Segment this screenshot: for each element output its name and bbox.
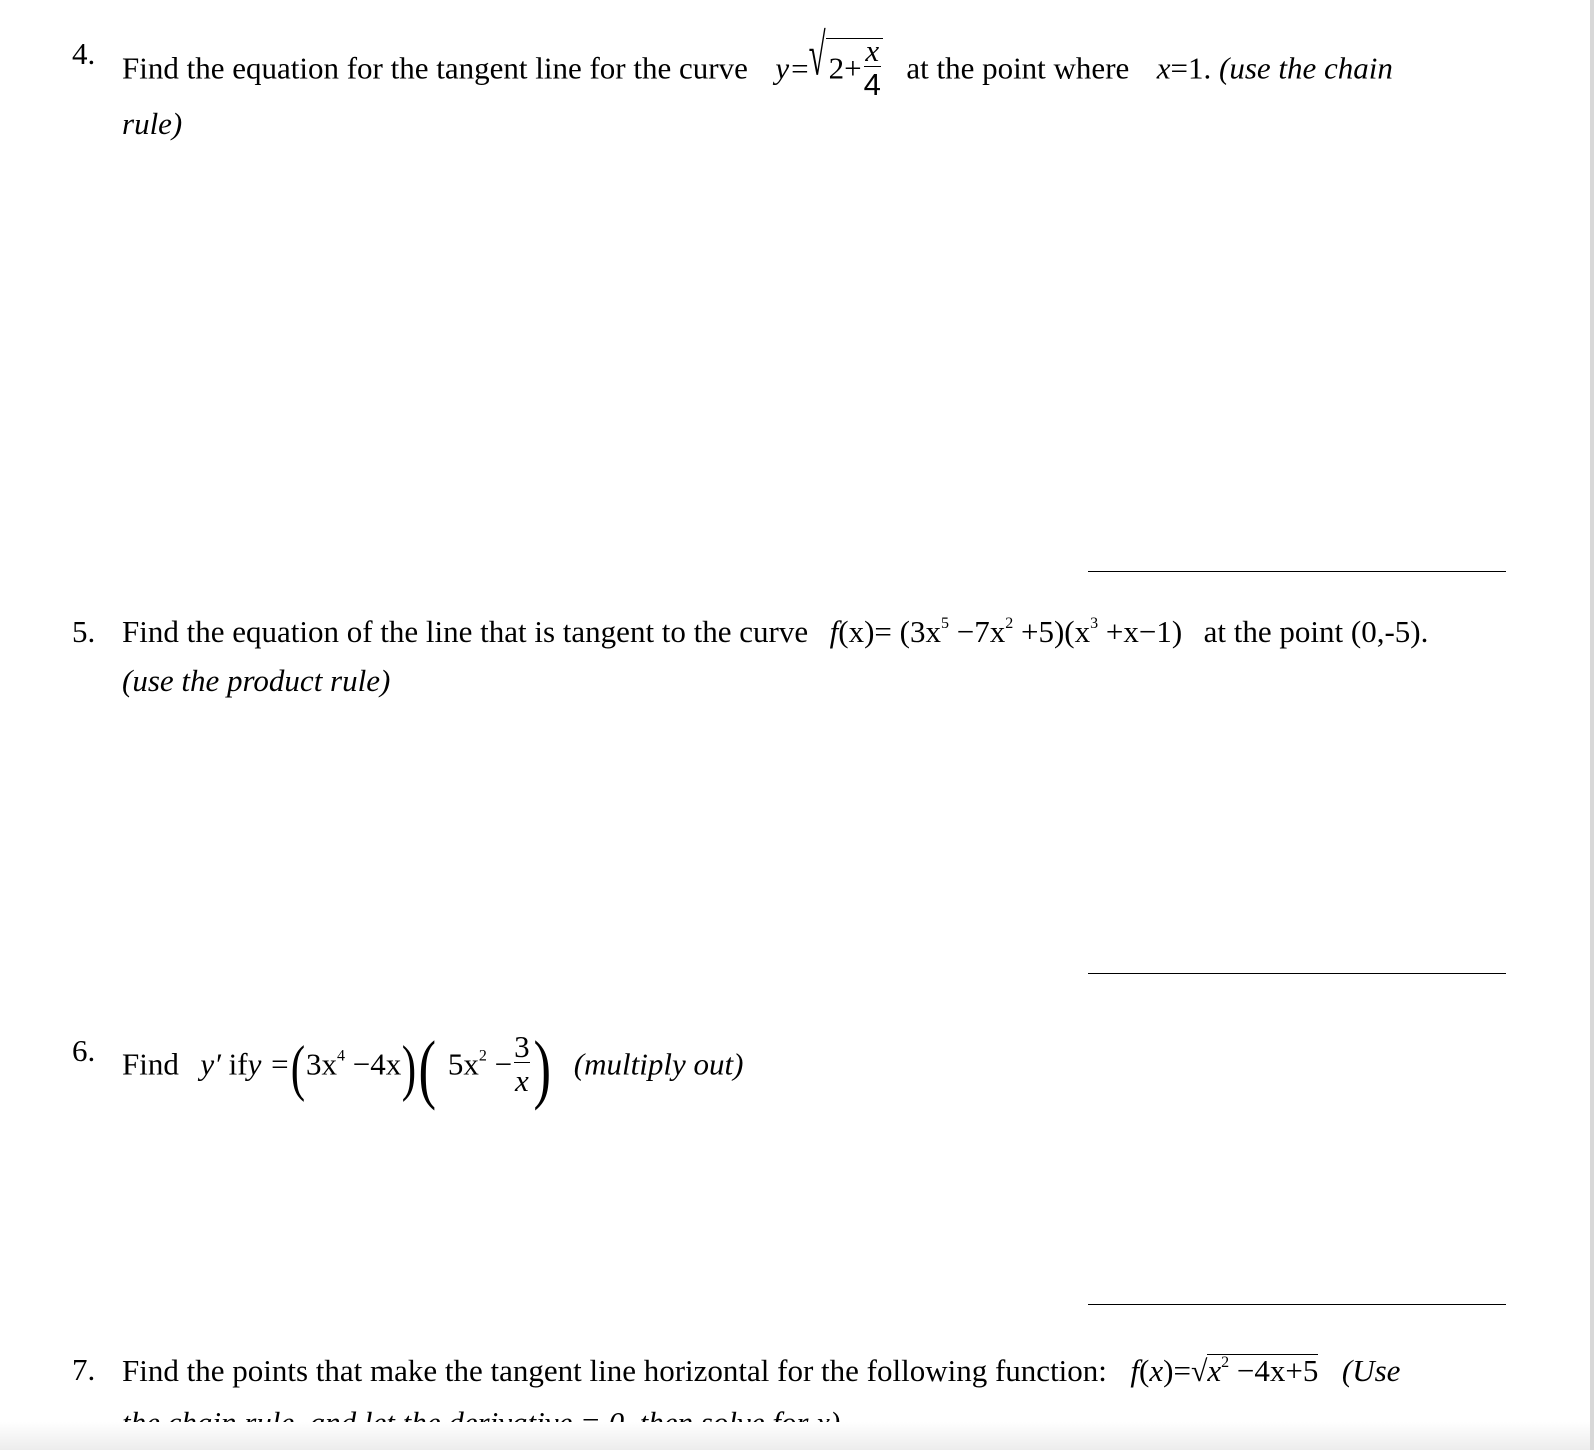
problem-4-text: Find the equation for the tangent line for the curve <box>122 50 748 86</box>
problem-6-fraction <box>514 1031 530 1096</box>
problem-7-rad-a: x <box>1207 1353 1222 1388</box>
problem-4-sqrt: √2+ $\frac{x}{4}$ <box>808 20 881 102</box>
problem-5-exp-1: 5 <box>940 615 949 632</box>
problem-7-func: f <box>1130 1353 1140 1388</box>
problem-7-text: Find the points that make the tangent line horizontal for the following function: <box>122 1353 1107 1388</box>
problem-7-func-arg: x <box>1149 1353 1164 1388</box>
problem-5-number: 5. <box>72 614 96 649</box>
problem-5-formula-3: +5)(x <box>1013 614 1091 649</box>
problem-6-exp-1: 4 <box>337 1047 346 1065</box>
problem-4-sqrt-body: 2+ <box>828 50 862 86</box>
problem-6-statement: Find y′ ify $=(3x^4 -4x)$( $5x^2$ − $\frac{3}{x}$ ) (multiply out) <box>122 1026 744 1112</box>
problem-7-number: 7. <box>72 1352 96 1387</box>
problem-7-rad-b: −4x+5 <box>1229 1353 1319 1388</box>
problem-4-y-var: y <box>775 50 790 86</box>
problem-4-equals: = <box>791 50 809 86</box>
problem-5-hint: (use the product rule) <box>122 663 391 698</box>
problem-4-answer-line <box>1088 571 1506 572</box>
problem-7-hint: (Use <box>1341 1353 1401 1388</box>
problem-6-if: if <box>228 1046 248 1082</box>
problem-6-find: Find <box>122 1046 179 1082</box>
problem-5-text: Find the equation of the line that is tangent to the curve <box>122 614 809 649</box>
problem-4-hint-cont: rule) <box>122 106 183 141</box>
problem-5-exp-3: 3 <box>1090 615 1099 632</box>
problem-4-fraction <box>864 35 881 100</box>
problem-7-exp: 2 <box>1221 1354 1230 1371</box>
problem-5-func-arg: (x) <box>838 614 875 649</box>
problem-6-answer-line <box>1088 1304 1506 1305</box>
problem-6-factor1-a: 3x <box>306 1046 338 1082</box>
problem-6-number: 6. <box>72 1033 96 1068</box>
problem-5-formula-1: = (3x <box>874 614 941 649</box>
problem-5-formula-2: −7x <box>948 614 1006 649</box>
problem-4-number: 4. <box>72 36 96 71</box>
problem-5-answer-line <box>1088 973 1506 974</box>
problem-6-factor1-b: −4x <box>345 1046 402 1082</box>
problem-6-hint: (multiply out) <box>573 1046 744 1082</box>
problem-6-factor2-a: 5x <box>447 1046 479 1082</box>
problem-5-formula-4: +x−1) <box>1098 614 1183 649</box>
page-right-edge <box>1590 0 1594 1450</box>
problem-5-exp-2: 2 <box>1005 615 1014 632</box>
problem-4-hint: (use the chain <box>1219 50 1393 86</box>
problem-5-statement <box>122 616 1428 647</box>
problem-4-text-mid: at the point where <box>906 50 1130 86</box>
problem-7-eq: = <box>1173 1353 1191 1388</box>
problem-4-cond-var: x <box>1156 50 1171 86</box>
problem-6-factor2-b: − <box>486 1046 513 1082</box>
problem-4-statement <box>122 20 1393 104</box>
problem-7-statement: Find the points that make the tangent line horizontal for the following function: $f(x)=√x^2 -4x+5$ (Use <box>122 1353 1401 1388</box>
problem-7-sqrt: $√x^2 -4x+5$ <box>1190 1353 1319 1388</box>
page-bottom-shadow <box>0 1422 1590 1450</box>
problem-6-frac-den: x <box>514 1063 529 1098</box>
problem-4-frac-den: 4 <box>863 67 881 102</box>
problem-6-yprime: y′ <box>200 1046 221 1082</box>
problem-4-frac-num: x <box>865 33 880 68</box>
problem-6-y-eq: y = <box>247 1046 291 1082</box>
problem-4-cond-rest: =1. <box>1170 50 1212 86</box>
problem-6-frac-num: 3 <box>514 1029 530 1064</box>
problem-5-text-after: at the point (0,-5). <box>1203 614 1429 649</box>
problem-6-exp-2: 2 <box>478 1047 487 1065</box>
problem-5-func: f <box>829 614 839 649</box>
